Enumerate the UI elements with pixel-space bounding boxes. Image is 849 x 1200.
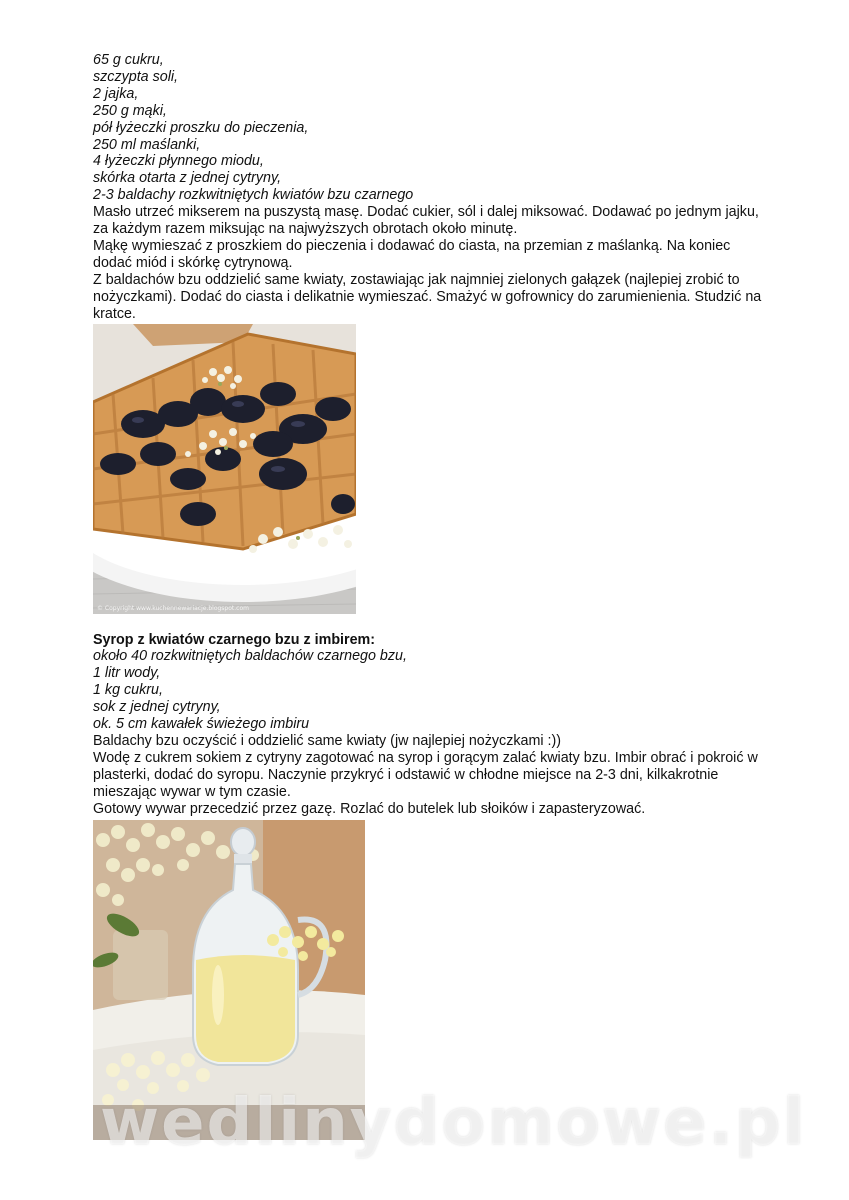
instruction-line: Masło utrzeć mikserem na puszystą masę. Dodać cukier, sól i dalej miksować. Dodawać po jednym jajku, bbox=[93, 204, 759, 221]
instructions-2 bbox=[93, 733, 813, 818]
recipe-2-title: Syrop z kwiatów czarnego bzu z imbirem: bbox=[93, 631, 376, 648]
instructions-1 bbox=[93, 204, 813, 322]
ingredient-line: 1 kg cukru, bbox=[93, 682, 163, 699]
instruction-line: za każdym razem miksując na najwyższych obrotach około minutę. bbox=[93, 221, 518, 238]
ingredient-line: 2 jajka, bbox=[93, 85, 139, 102]
photo-credit: © Copyright www.kuchennewariacje.blogspot.com bbox=[97, 604, 249, 612]
document-page bbox=[93, 52, 813, 1140]
instruction-line: mieszając wywar w tym czasie. bbox=[93, 783, 291, 800]
ingredient-line: 2-3 baldachy rozkwitniętych kwiatów bzu czarnego bbox=[93, 187, 414, 204]
ingredient-line: ok. 5 cm kawałek świeżego imbiru bbox=[93, 716, 310, 733]
ingredient-line: skórka otarta z jednej cytryny, bbox=[93, 170, 282, 187]
ingredient-line: 4 łyżeczki płynnego miodu, bbox=[93, 153, 264, 170]
recipe-2 bbox=[93, 632, 813, 818]
waffle-illustration bbox=[93, 324, 356, 614]
instruction-line: nożyczkami). Dodać do ciasta i delikatnie wymieszać. Smażyć w gofrownicy do zarumienienia. Studzić na bbox=[93, 288, 762, 305]
ingredient-line: 250 g mąki, bbox=[93, 102, 167, 119]
instruction-line: Z baldachów bzu oddzielić same kwiaty, zostawiając jak najmniej zielonych gałązek (najlepiej zrobić to bbox=[93, 271, 740, 288]
instruction-line: dodać miód i skórkę cytrynową. bbox=[93, 254, 293, 271]
ingredient-line: około 40 rozkwitniętych baldachów czarnego bzu, bbox=[93, 648, 407, 665]
instruction-line: Mąkę wymieszać z proszkiem do pieczenia i dodawać do ciasta, na przemian z maślanką. Na koniec bbox=[93, 237, 731, 254]
ingredient-line: sok z jednej cytryny, bbox=[93, 699, 221, 716]
ingredient-line: 65 g cukru, bbox=[93, 52, 164, 68]
ingredient-line: 1 litr wody, bbox=[93, 665, 161, 682]
ingredient-line: pół łyżeczki proszku do pieczenia, bbox=[93, 119, 309, 136]
instruction-line: Baldachy bzu oczyścić i oddzielić same kwiaty (jw najlepiej nożyczkami :)) bbox=[93, 732, 561, 749]
waffle-photo bbox=[93, 324, 356, 614]
instruction-line: plasterki, dodać do syropu. Naczynie przykryć i odstawić w chłodne miejsce na 2-3 dni, kilkakrotnie bbox=[93, 766, 719, 783]
ingredients-list-1 bbox=[93, 52, 813, 204]
ingredient-line: 250 ml maślanki, bbox=[93, 136, 201, 153]
instruction-line: kratce. bbox=[93, 305, 136, 322]
ingredient-line: szczypta soli, bbox=[93, 68, 179, 85]
site-watermark: wedlinydomowe.pl bbox=[100, 1086, 807, 1160]
ingredients-list-2 bbox=[93, 648, 813, 733]
instruction-line: Gotowy wywar przecedzić przez gazę. Rozlać do butelek lub słoików i zapasteryzować. bbox=[93, 800, 646, 817]
instruction-line: Wodę z cukrem sokiem z cytryny zagotować na syrop i gorącym zalać kwiaty bzu. Imbir obrać i pokroić w bbox=[93, 749, 758, 766]
